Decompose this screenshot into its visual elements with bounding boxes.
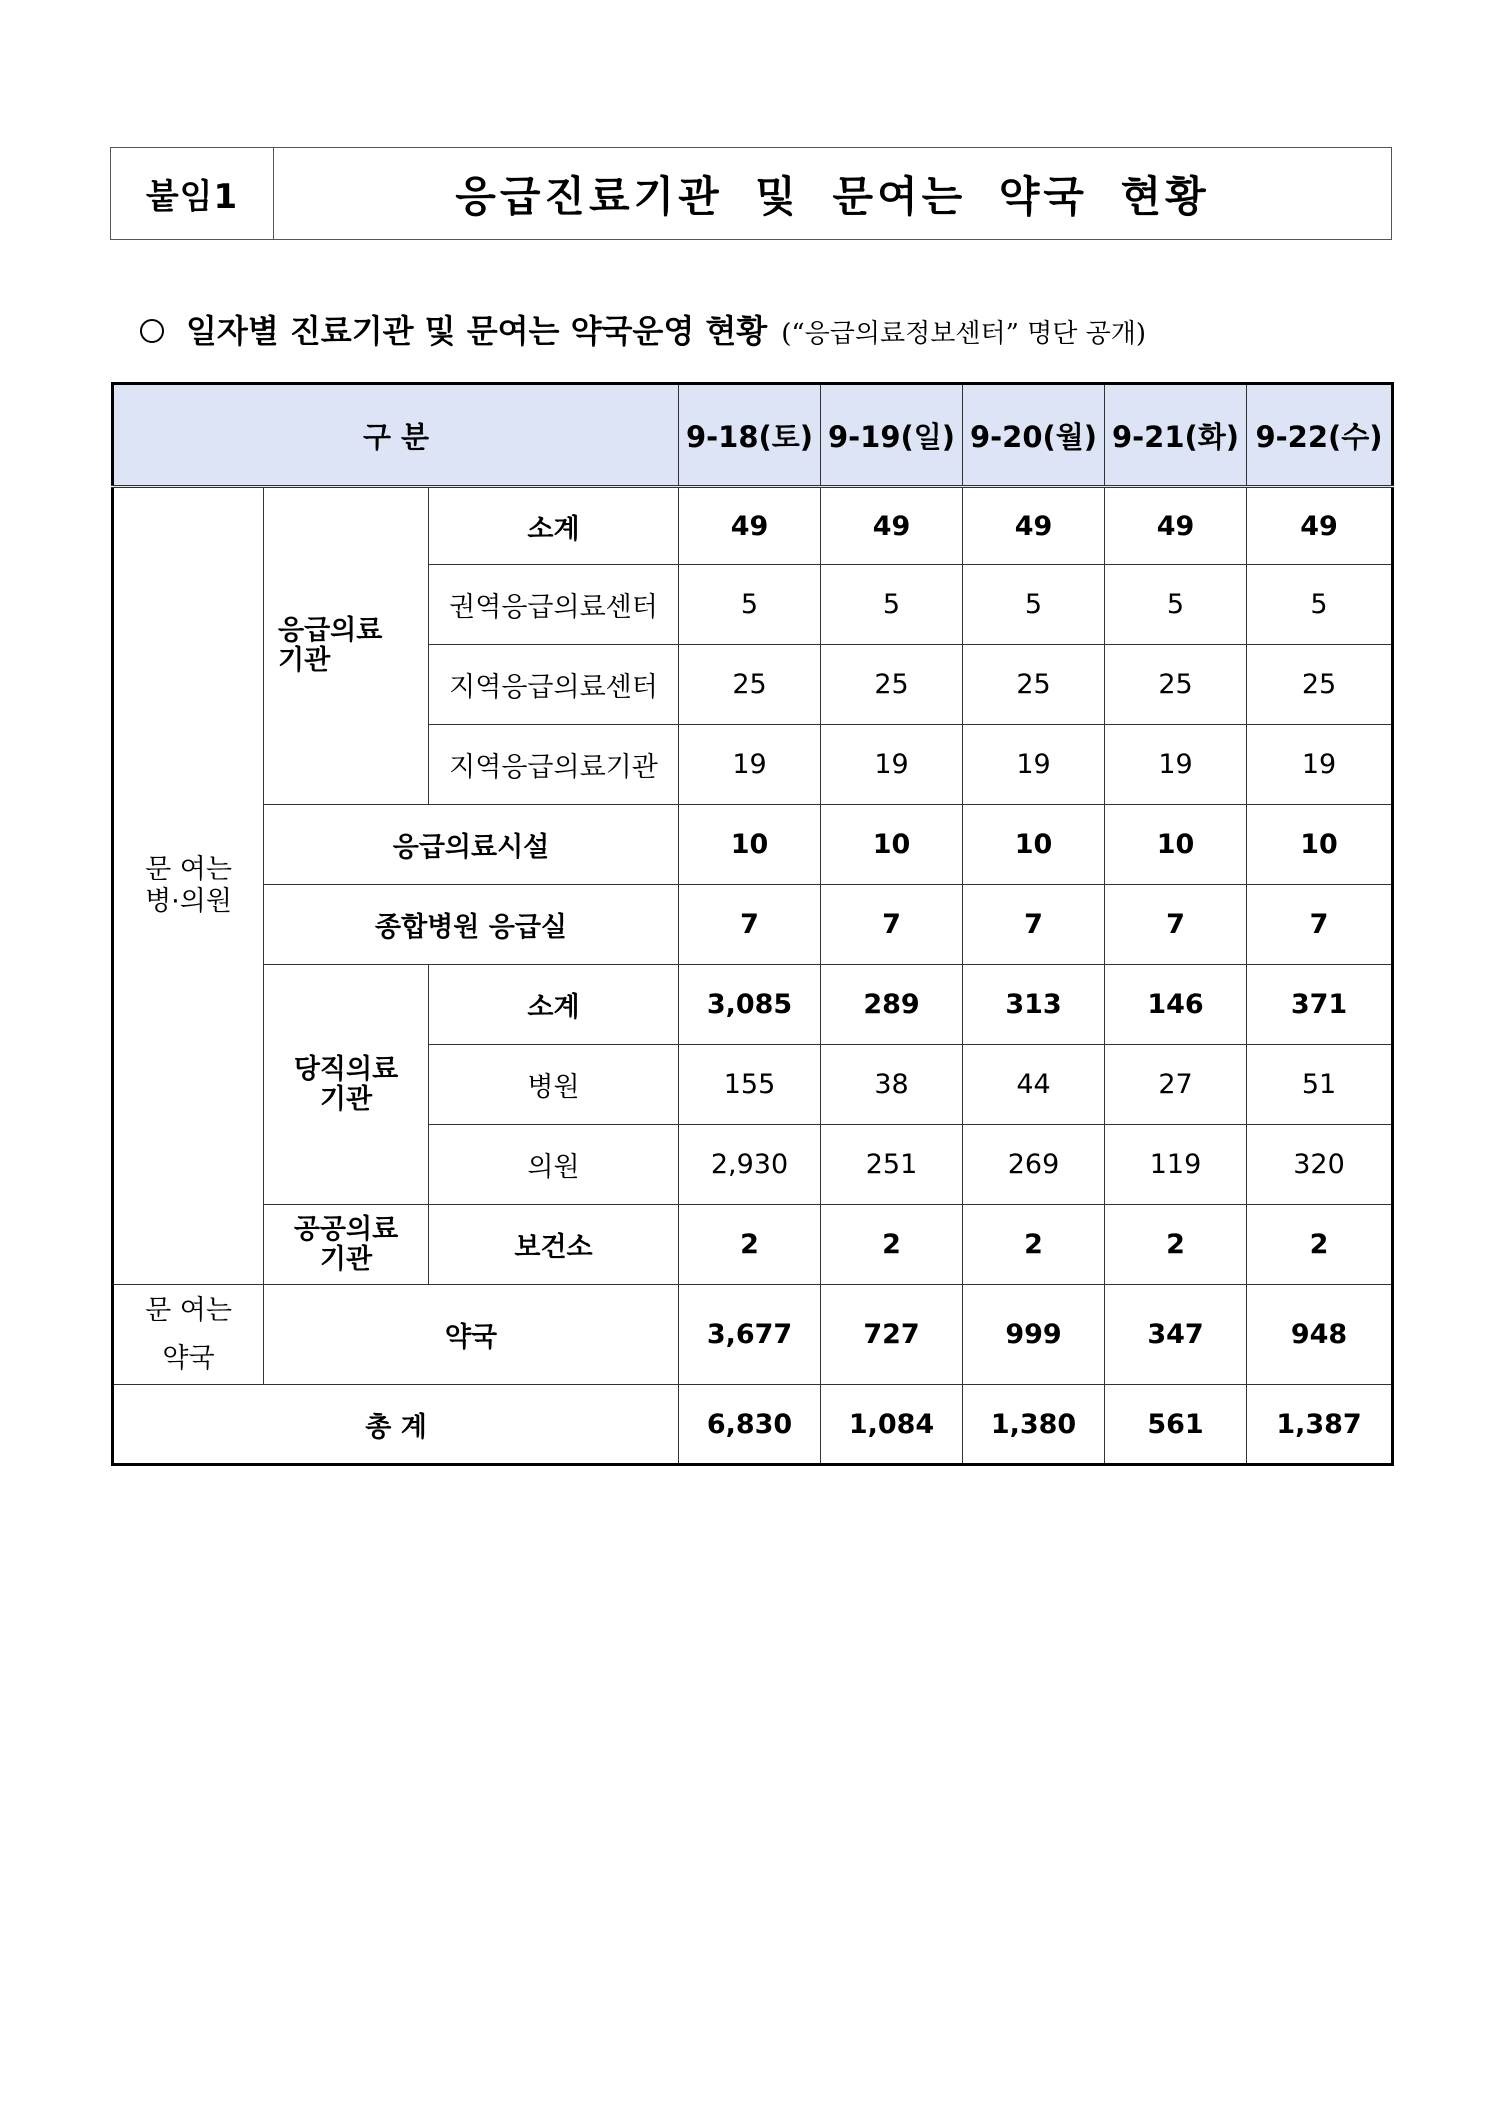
cell: 5 [679, 565, 821, 645]
header-date: 9-18(토) [679, 384, 821, 487]
cell: 3,085 [679, 965, 821, 1045]
cell: 10 [821, 805, 963, 885]
document-title: 응급진료기관 및 문여는 약국 현황 [455, 171, 1210, 221]
header-date: 9-22(수) [1247, 384, 1393, 487]
cell: 7 [679, 885, 821, 965]
cell: 7 [1247, 885, 1393, 965]
header-date: 9-19(일) [821, 384, 963, 487]
cell: 7 [963, 885, 1105, 965]
row-label: 지역응급의료기관 [429, 725, 679, 805]
row-label: 보건소 [429, 1205, 679, 1285]
total-label: 총 계 [113, 1385, 679, 1465]
cell: 6,830 [679, 1385, 821, 1465]
cell: 19 [679, 725, 821, 805]
cell: 10 [963, 805, 1105, 885]
open-clinics-text: 문 여는 병·의원 [145, 854, 232, 917]
cell: 38 [821, 1045, 963, 1125]
title-box [110, 147, 1392, 240]
table-row [113, 1205, 1393, 1285]
cell: 7 [821, 885, 963, 965]
cell: 44 [963, 1045, 1105, 1125]
cell: 371 [1247, 965, 1393, 1045]
row-label: 약국 [264, 1285, 679, 1385]
cell: 5 [1247, 565, 1393, 645]
header-category: 구 분 [113, 384, 679, 487]
cell: 1,084 [821, 1385, 963, 1465]
cell: 119 [1105, 1125, 1247, 1205]
cell: 146 [1105, 965, 1247, 1045]
cell: 7 [1105, 885, 1247, 965]
cell: 25 [821, 645, 963, 725]
emergency-group-text: 응급의료 기관 [278, 615, 383, 676]
row-label: 응급의료시설 [264, 805, 679, 885]
cell: 313 [963, 965, 1105, 1045]
cell: 2 [1105, 1205, 1247, 1285]
header-date: 9-21(화) [1105, 384, 1247, 487]
table-row [113, 885, 1393, 965]
cell: 999 [963, 1285, 1105, 1385]
cell: 5 [1105, 565, 1247, 645]
cell: 10 [1105, 805, 1247, 885]
cell: 19 [963, 725, 1105, 805]
cell: 5 [963, 565, 1105, 645]
cell: 251 [821, 1125, 963, 1205]
cell: 49 [1247, 487, 1393, 565]
table-row [113, 965, 1393, 1045]
cell: 2,930 [679, 1125, 821, 1205]
cell: 289 [821, 965, 963, 1045]
section-heading [140, 306, 1146, 352]
section-title: 일자별 진료기관 및 문여는 약국운영 현황 [186, 312, 768, 350]
header-date: 9-20(월) [963, 384, 1105, 487]
table-header-row [113, 384, 1393, 487]
cell: 49 [963, 487, 1105, 565]
cell: 19 [1247, 725, 1393, 805]
status-table [111, 382, 1394, 1466]
row-label: 소계 [429, 965, 679, 1045]
table-row [113, 1285, 1393, 1385]
cell: 19 [1105, 725, 1247, 805]
cell: 10 [1247, 805, 1393, 885]
cell: 10 [679, 805, 821, 885]
table-row [113, 487, 1393, 565]
total-row [113, 1385, 1393, 1465]
cell: 5 [821, 565, 963, 645]
open-clinics-label [113, 487, 264, 1285]
cell: 1,387 [1247, 1385, 1393, 1465]
cell: 19 [821, 725, 963, 805]
cell: 25 [1105, 645, 1247, 725]
row-label: 권역응급의료센터 [429, 565, 679, 645]
cell: 49 [679, 487, 821, 565]
cell: 727 [821, 1285, 963, 1385]
cell: 347 [1105, 1285, 1247, 1385]
cell: 2 [1247, 1205, 1393, 1285]
cell: 25 [679, 645, 821, 725]
duty-group-label [264, 965, 429, 1205]
attachment-label: 붙임1 [111, 148, 274, 239]
open-pharmacy-text: 문 여는 약국 [145, 1294, 232, 1374]
cell: 2 [963, 1205, 1105, 1285]
cell: 269 [963, 1125, 1105, 1205]
cell: 25 [963, 645, 1105, 725]
cell: 320 [1247, 1125, 1393, 1205]
row-label: 종합병원 응급실 [264, 885, 679, 965]
table-row [113, 805, 1393, 885]
emergency-group-label [264, 487, 429, 805]
cell: 155 [679, 1045, 821, 1125]
cell: 49 [1105, 487, 1247, 565]
cell: 3,677 [679, 1285, 821, 1385]
cell: 49 [821, 487, 963, 565]
circle-bullet-icon [140, 319, 164, 343]
duty-group-text: 당직의료 기관 [293, 1053, 399, 1115]
cell: 2 [821, 1205, 963, 1285]
public-group-text: 공공의료 기관 [293, 1213, 399, 1275]
row-label: 소계 [429, 487, 679, 565]
cell: 2 [679, 1205, 821, 1285]
cell: 948 [1247, 1285, 1393, 1385]
cell: 1,380 [963, 1385, 1105, 1465]
row-label: 지역응급의료센터 [429, 645, 679, 725]
cell: 27 [1105, 1045, 1247, 1125]
row-label: 병원 [429, 1045, 679, 1125]
cell: 51 [1247, 1045, 1393, 1125]
open-pharmacy-label [113, 1285, 264, 1385]
cell: 561 [1105, 1385, 1247, 1465]
row-label: 의원 [429, 1125, 679, 1205]
section-note: (“응급의료정보센터” 명단 공개) [781, 319, 1147, 349]
public-group-label [264, 1205, 429, 1285]
cell: 25 [1247, 645, 1393, 725]
